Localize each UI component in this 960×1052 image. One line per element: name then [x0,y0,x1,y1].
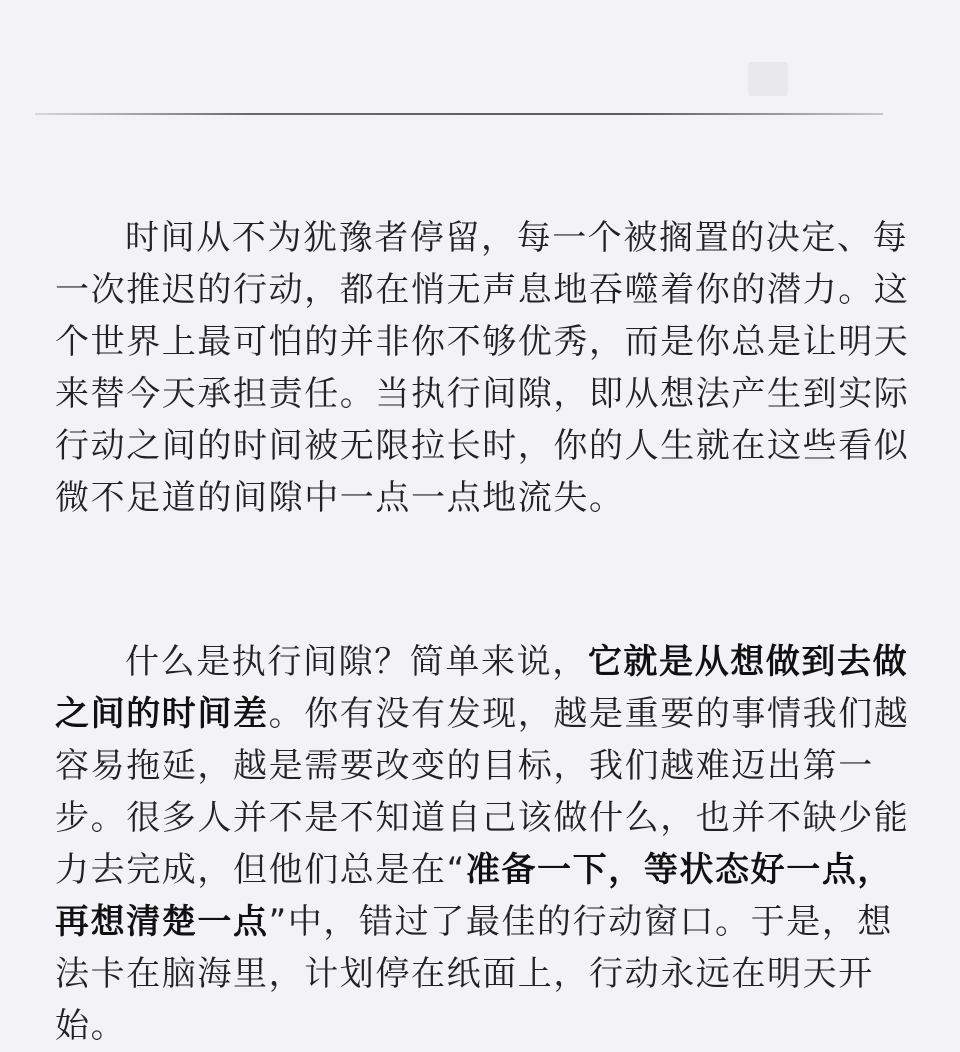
paragraph-2-bold-definition: 它就是从想做到去做之间的时间差 [55,642,909,734]
header-divider [35,113,883,115]
paragraph-2-segment-2: 。你有没有发现，越是重要的事情我们越容易拖延，越是需要改变的目标，我们越难迈出第一步。很多人并不是不知道自己该做什么，也并不缺少能力去完成，但他们总是在“ [55,694,910,890]
paragraph-1-text: 时间从不为犹豫者停留，每一个被搁置的决定、每一次推迟的行动，都在悄无声息地吞噬着你的潜力。这个世界上最可怕的并非你不够优秀，而是你总是让明天来替今天承担责任。当执行间隙，即从想法产生到实际行动之间的时间被无限拉长时，你的人生就在这些看似微不足道的间隙中一点一点地流失。 [55,218,910,518]
paragraph-2-bold-quote: 准备一下，等状态好一点，再想清楚一点 [55,850,894,942]
faded-corner-mark [748,62,788,96]
paragraph-1 [55,212,915,524]
paragraph-2-segment-3: ”中，错过了最佳的行动窗口。于是，想法卡在脑海里，计划停在纸面上，行动永远在明天开始。 [55,902,894,1046]
paragraph-2-segment-1: 什么是执行间隙？简单来说， [125,642,588,682]
